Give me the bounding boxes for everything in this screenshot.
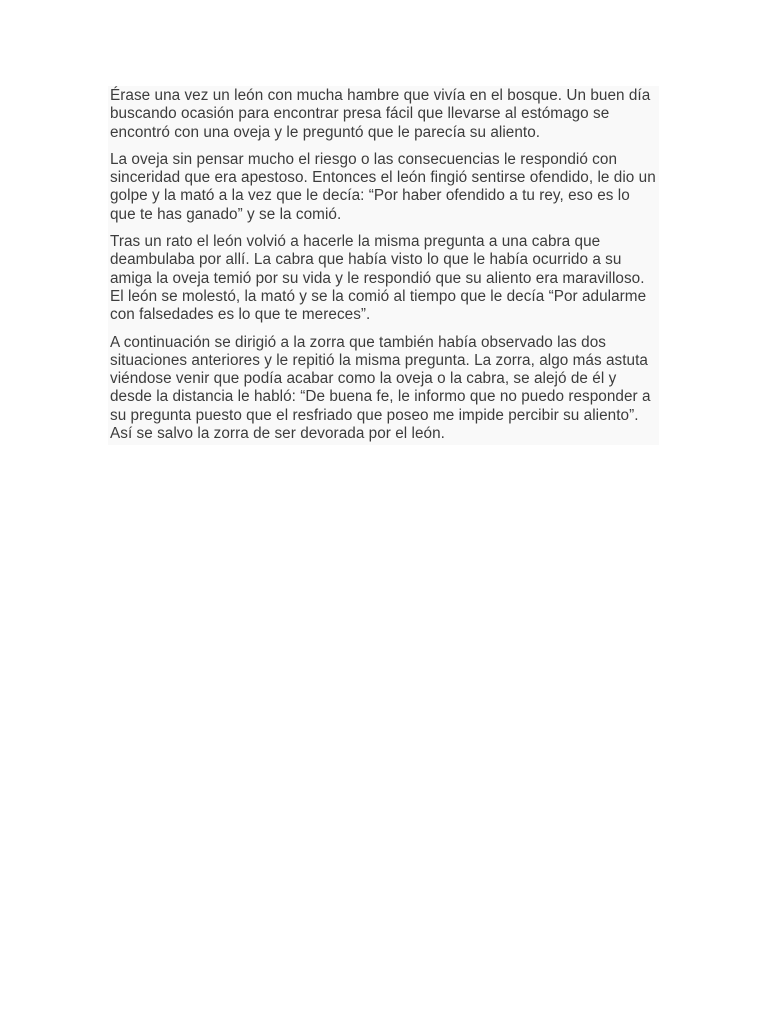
paragraph-2: La oveja sin pensar mucho el riesgo o las consecuencias le respondió con sinceridad que era apestoso. Entonces el león fingió sentirse ofendido, le dio un golpe y la mató a la vez que le decía: “Por haber ofendido a tu rey, eso es lo que te has ganado” y se la comió. — [110, 150, 656, 223]
paragraph-3: Tras un rato el león volvió a hacerle la misma pregunta a una cabra que deambulaba por allí. La cabra que había visto lo que le había ocurrido a su amiga la oveja temió por su vida y le respondió que su aliento era maravilloso. El león se molestó, la mató y se la comió al tiempo que le decía “Por adularme con falsedades es lo que te mereces”. — [110, 233, 647, 324]
paragraph-1: Érase una vez un león con mucha hambre que vivía en el bosque. Un buen día buscando ocasión para encontrar presa fácil que llevarse al estómago se encontró con una oveja y le preguntó que le parecía su aliento. — [110, 87, 651, 141]
story-text-block — [108, 86, 659, 445]
paragraph-4: A continuación se dirigió a la zorra que también había observado las dos situaciones anteriores y le repitió la misma pregunta. La zorra, algo más astuta viéndose venir que podía acabar como la oveja o la cabra, se alejó de él y desde la distancia le habló: “De buena fe, le informo que no puedo responder a su pregunta puesto que el resfriado que poseo me impide percibir su aliento”. Así se salvo la zorra de ser devorada por el león. — [110, 333, 651, 443]
